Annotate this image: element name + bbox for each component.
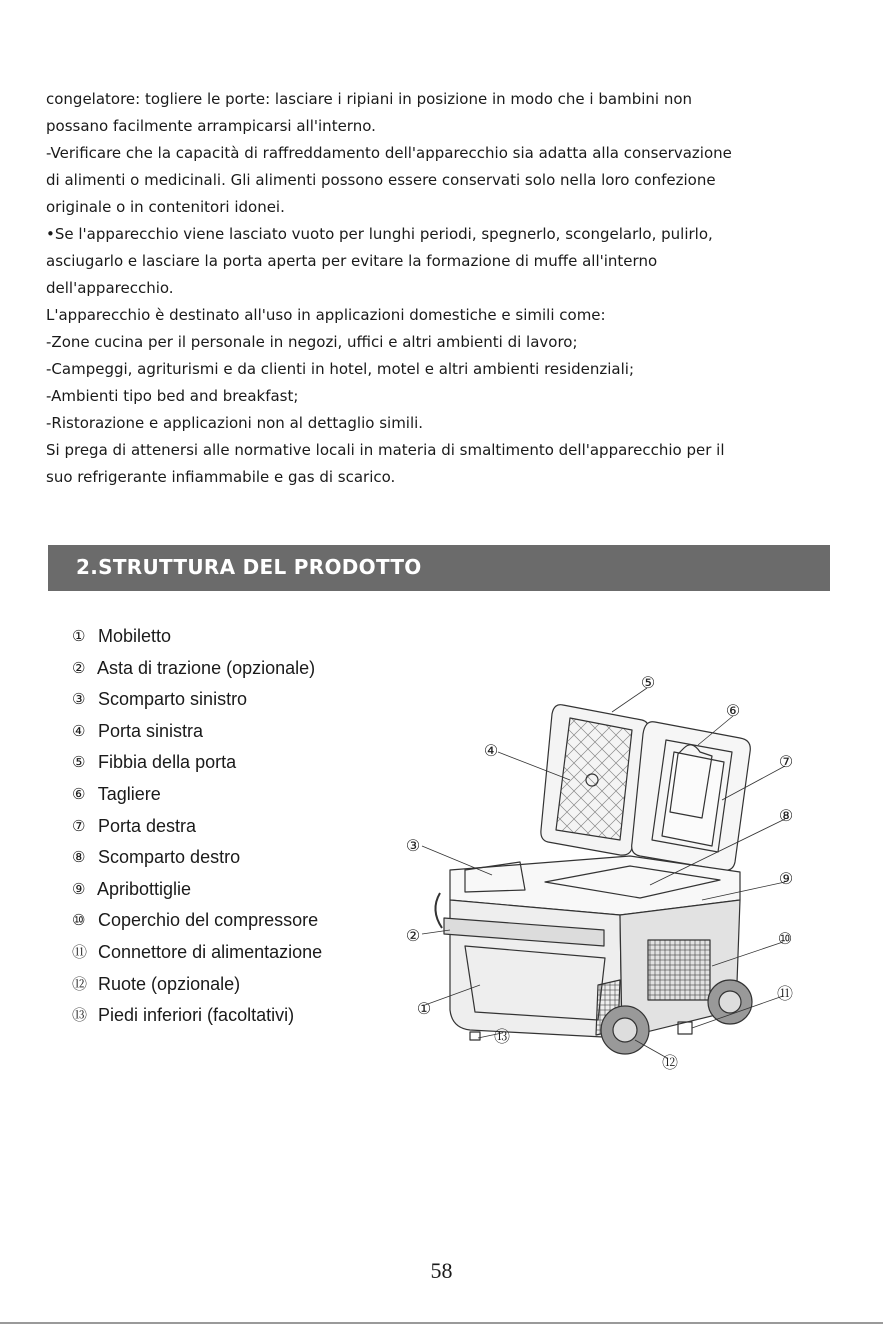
part-item bbox=[72, 717, 372, 749]
intro-line: -Ambienti tipo bed and breakfast; bbox=[46, 387, 299, 405]
fridge-diagram bbox=[398, 668, 818, 1078]
callout-2: ② bbox=[405, 928, 421, 945]
part-label: Connettore di alimentazione bbox=[98, 941, 323, 962]
part-number: ① bbox=[72, 628, 86, 645]
part-item bbox=[72, 970, 372, 1002]
callout-9: ⑨ bbox=[778, 871, 794, 888]
part-number: ⑤ bbox=[72, 754, 86, 772]
intro-line: •Se l'apparecchio viene lasciato vuoto per lunghi periodi, spegnerlo, scongelarlo, pulirlo, bbox=[46, 225, 713, 243]
part-label: Mobiletto bbox=[98, 626, 172, 646]
intro-line: L'apparecchio è destinato all'uso in applicazioni domestiche e simili come: bbox=[46, 306, 606, 324]
part-item bbox=[72, 843, 372, 875]
intro-line: -Campeggi, agriturismi e da clienti in hotel, motel e altri ambienti residenziali; bbox=[46, 360, 635, 378]
callout-4: ④ bbox=[483, 743, 499, 760]
callout-5: ⑤ bbox=[640, 675, 656, 692]
intro-line: -Zone cucina per il personale in negozi, uffici e altri ambienti di lavoro; bbox=[46, 333, 578, 351]
part-item bbox=[72, 906, 372, 938]
part-label: Coperchio del compressore bbox=[98, 910, 319, 931]
part-number: ⑪ bbox=[72, 943, 88, 961]
intro-line: congelatore: togliere le porte: lasciare i ripiani in posizione in modo che i bambini non bbox=[46, 90, 693, 108]
intro-line: possano facilmente arrampicarsi all'interno. bbox=[46, 117, 376, 135]
intro-line: di alimenti o medicinali. Gli alimenti possono essere conservati solo nella loro confezione bbox=[46, 171, 716, 189]
callout-11: ⑪ bbox=[776, 986, 794, 1003]
part-item bbox=[72, 622, 372, 654]
part-number: ⑧ bbox=[72, 849, 86, 867]
part-item bbox=[72, 938, 372, 970]
part-label: Scomparto destro bbox=[98, 847, 241, 868]
part-number: ⑫ bbox=[72, 975, 88, 993]
part-label: Ruote (opzionale) bbox=[98, 973, 241, 994]
part-number: ⑩ bbox=[72, 912, 86, 930]
callout-10: ⑩ bbox=[777, 931, 793, 948]
part-number: ⑨ bbox=[72, 880, 86, 898]
part-label: Fibbia della porta bbox=[98, 752, 237, 773]
part-number: ⑬ bbox=[72, 1007, 88, 1025]
intro-line: Si prega di attenersi alle normative locali in materia di smaltimento dell'apparecchio per il bbox=[46, 441, 725, 459]
part-label: Asta di trazione (opzionale) bbox=[97, 657, 316, 678]
intro-text bbox=[46, 86, 846, 491]
part-label: Piedi inferiori (facoltativi) bbox=[98, 1005, 295, 1026]
part-label: Tagliere bbox=[97, 783, 161, 804]
callout-6: ⑥ bbox=[725, 703, 741, 720]
compressor-grille bbox=[648, 940, 710, 1000]
part-number: ④ bbox=[72, 722, 86, 740]
bottom-foot bbox=[470, 1032, 480, 1040]
callout-12: ⑫ bbox=[661, 1055, 679, 1072]
part-number: ⑥ bbox=[72, 785, 86, 803]
parts-list bbox=[72, 622, 372, 1033]
part-number: ② bbox=[72, 659, 86, 677]
part-item bbox=[72, 780, 372, 812]
intro-line: dell'apparecchio. bbox=[46, 279, 174, 297]
part-label: Apribottiglie bbox=[97, 878, 192, 899]
callout-7: ⑦ bbox=[778, 754, 794, 771]
section-header bbox=[48, 545, 830, 591]
wheel-left bbox=[601, 1006, 649, 1054]
intro-line: asciugarlo e lasciare la porta aperta per evitare la formazione di muffe all'interno bbox=[46, 252, 658, 270]
intro-line: -Ristorazione e applicazioni non al dettaglio simili. bbox=[46, 414, 424, 432]
part-item bbox=[72, 748, 372, 780]
part-label: Porta destra bbox=[98, 815, 197, 836]
intro-line: -Verificare che la capacità di raffreddamento dell'apparecchio sia adatta alla conservazione bbox=[46, 144, 732, 162]
callout-3: ③ bbox=[405, 838, 421, 855]
part-item bbox=[72, 875, 372, 907]
part-item bbox=[72, 812, 372, 844]
page-number: 58 bbox=[430, 1258, 453, 1283]
callout-8: ⑧ bbox=[778, 808, 794, 825]
part-label: Scomparto sinistro bbox=[98, 689, 248, 710]
intro-line: suo refrigerante infiammabile e gas di scarico. bbox=[46, 468, 396, 486]
section-title: 2.STRUTTURA DEL PRODOTTO bbox=[76, 555, 422, 579]
part-item bbox=[72, 685, 372, 717]
part-item bbox=[72, 654, 372, 686]
wheel-right bbox=[708, 980, 752, 1024]
intro-line: originale o in contenitori idonei. bbox=[46, 198, 285, 216]
part-label: Porta sinistra bbox=[98, 720, 204, 741]
callout-13: ⑬ bbox=[493, 1029, 511, 1046]
part-number: ③ bbox=[72, 691, 86, 709]
callout-1: ① bbox=[416, 1001, 432, 1018]
part-item bbox=[72, 1001, 372, 1033]
part-number: ⑦ bbox=[72, 817, 86, 835]
